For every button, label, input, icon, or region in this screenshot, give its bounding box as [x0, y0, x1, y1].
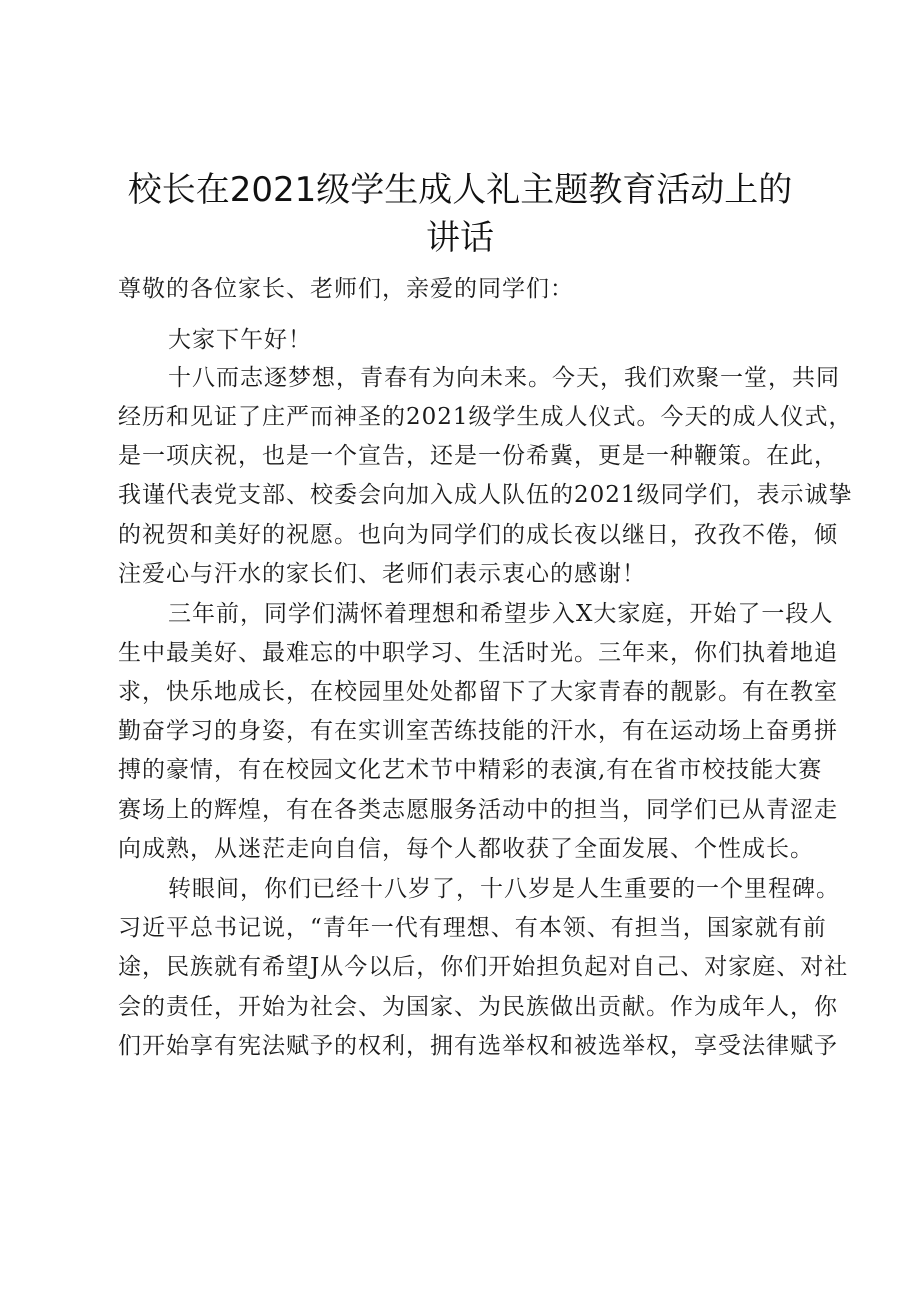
paragraph-line: 转眼间，你们已经十八岁了，十八岁是人生重要的一个里程碑。: [168, 876, 840, 902]
greeting-line: 大家下午好！: [168, 327, 312, 353]
paragraph-line: 注爱心与汗水的家长们、老师们表示衷心的感谢！: [118, 561, 646, 587]
paragraph-line: 向成熟，从迷茫走向自信，每个人都收获了全面发展、个性成长。: [118, 836, 814, 862]
paragraph-line: 三年前，同学们满怀着理想和希望步入X大家庭，开始了一段人: [168, 601, 834, 627]
paragraph-line: 是一项庆祝，也是一个宣告，还是一份希冀，更是一种鞭策。在此，: [118, 443, 838, 469]
paragraph-line: 勤奋学习的身姿，有在实训室苦练技能的汗水，有在运动场上奋勇拼: [118, 718, 838, 744]
paragraph-line: 会的责任，开始为社会、为国家、为民族做出贡献。作为成年人，你: [118, 994, 838, 1020]
paragraph-line: 习近平总书记说，“青年一代有理想、有本领、有担当，国家就有前: [118, 915, 827, 941]
paragraph-line: 经历和见证了庄严而神圣的2021级学生成人仪式。今天的成人仪式，: [118, 404, 853, 430]
paragraph-line: 十八而志逐梦想，青春有为向未来。今天，我们欢聚一堂，共同: [168, 365, 840, 391]
paragraph-line: 们开始享有宪法赋予的权利，拥有选举权和被选举权，享受法律赋予: [118, 1033, 838, 1059]
paragraph-line: 求，快乐地成长，在校园里处处都留下了大家青春的靓影。有在教室: [118, 679, 838, 705]
paragraph-line: 搏的豪情，有在校园文化艺术节中精彩的表演,有在省市校技能大赛: [118, 757, 823, 783]
paragraph-line: 我谨代表党支部、校委会向加入成人队伍的2021级同学们，表示诚挚: [118, 482, 853, 508]
paragraph-line: 的祝贺和美好的祝愿。也向为同学们的成长夜以继日，孜孜不倦，倾: [118, 522, 838, 548]
document-title-line1: 校长在2021级学生成人礼主题教育活动上的: [127, 170, 793, 210]
document-title-line2: 讲话: [426, 218, 494, 258]
paragraph-line: 赛场上的辉煌，有在各类志愿服务活动中的担当，同学们已从青涩走: [118, 797, 838, 823]
paragraph-line: 生中最美好、最难忘的中职学习、生活时光。三年来，你们执着地追: [118, 640, 838, 666]
salutation-line: 尊敬的各位家长、老师们，亲爱的同学们：: [118, 276, 574, 302]
paragraph-line: 途，民族就有希望J从今以后，你们开始担负起对自己、对家庭、对社: [118, 954, 849, 980]
